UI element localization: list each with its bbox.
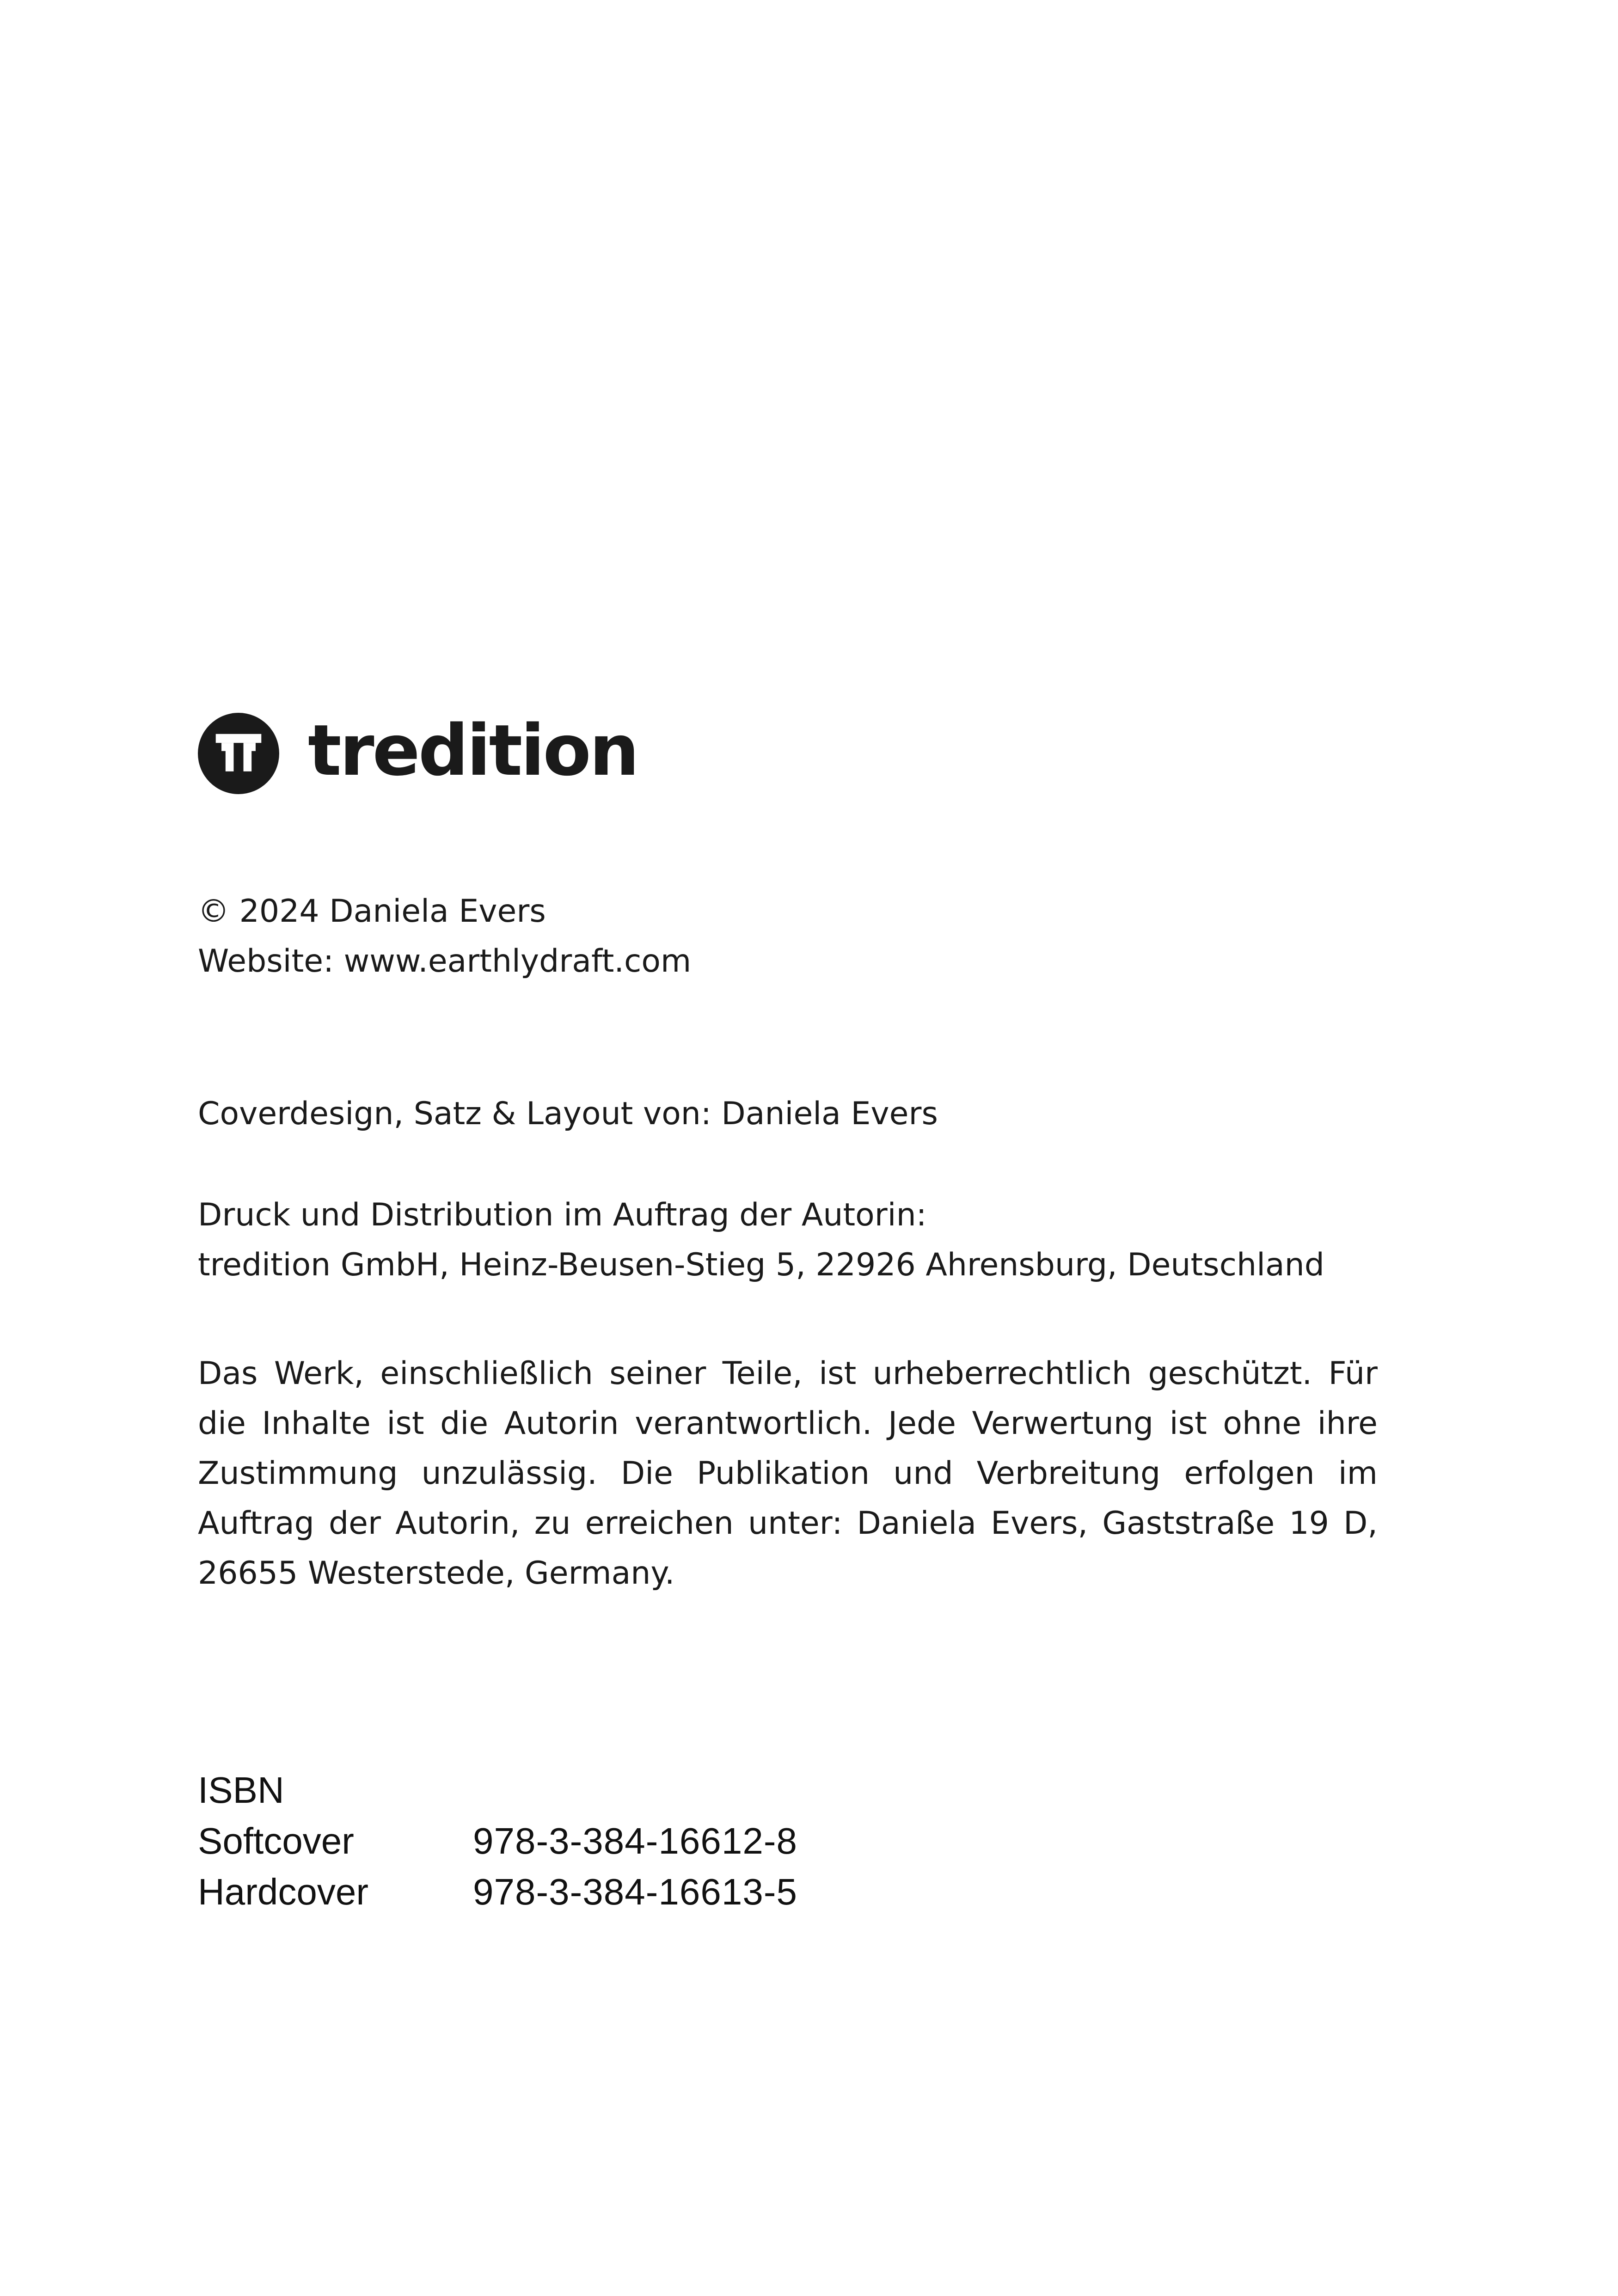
legal-notice: Das Werk, einschließlich seiner Teile, ist urheberrechtlich geschützt. Für die Inhalte ist die Autorin verantwortlich. Jede Verwertung ist ohne ihre Zustimmung unzulässig. Die Publikation und Verbreitung erfolgen im Auftrag der Autorin, zu erreichen unter: Daniela Evers, Gaststraße 19 D, 26655 Westerstede, Germany.: [198, 1355, 1378, 1592]
logo-wordmark: tredition: [308, 710, 638, 791]
credits-block: [198, 1089, 1378, 1139]
copyright-line: © 2024 Daniela Evers: [198, 893, 546, 930]
publisher-address: tredition GmbH, Heinz-Beusen-Stieg 5, 22926 Ahrensburg, Deutschland: [198, 1247, 1324, 1283]
isbn-row-softcover: [198, 1816, 797, 1867]
isbn-row-hardcover: [198, 1867, 797, 1917]
copyright-block: [198, 887, 1378, 986]
website-line: Website: www.earthlydraft.com: [198, 943, 692, 980]
cover-credit-line: Coverdesign, Satz & Layout von: Daniela Evers: [198, 1096, 938, 1132]
isbn-label: Hardcover: [198, 1871, 369, 1912]
isbn-number: 978-3-384-16612-8: [473, 1820, 797, 1861]
tredition-logo-icon: [198, 713, 279, 794]
distribution-block: [198, 1190, 1378, 1290]
isbn-block: [198, 1765, 797, 1917]
publisher-logo: [198, 712, 637, 795]
distribution-heading: Druck und Distribution im Auftrag der Autorin:: [198, 1197, 927, 1233]
isbn-heading: ISBN: [198, 1769, 284, 1811]
isbn-number: 978-3-384-16613-5: [473, 1871, 797, 1912]
isbn-label: Softcover: [198, 1820, 354, 1861]
